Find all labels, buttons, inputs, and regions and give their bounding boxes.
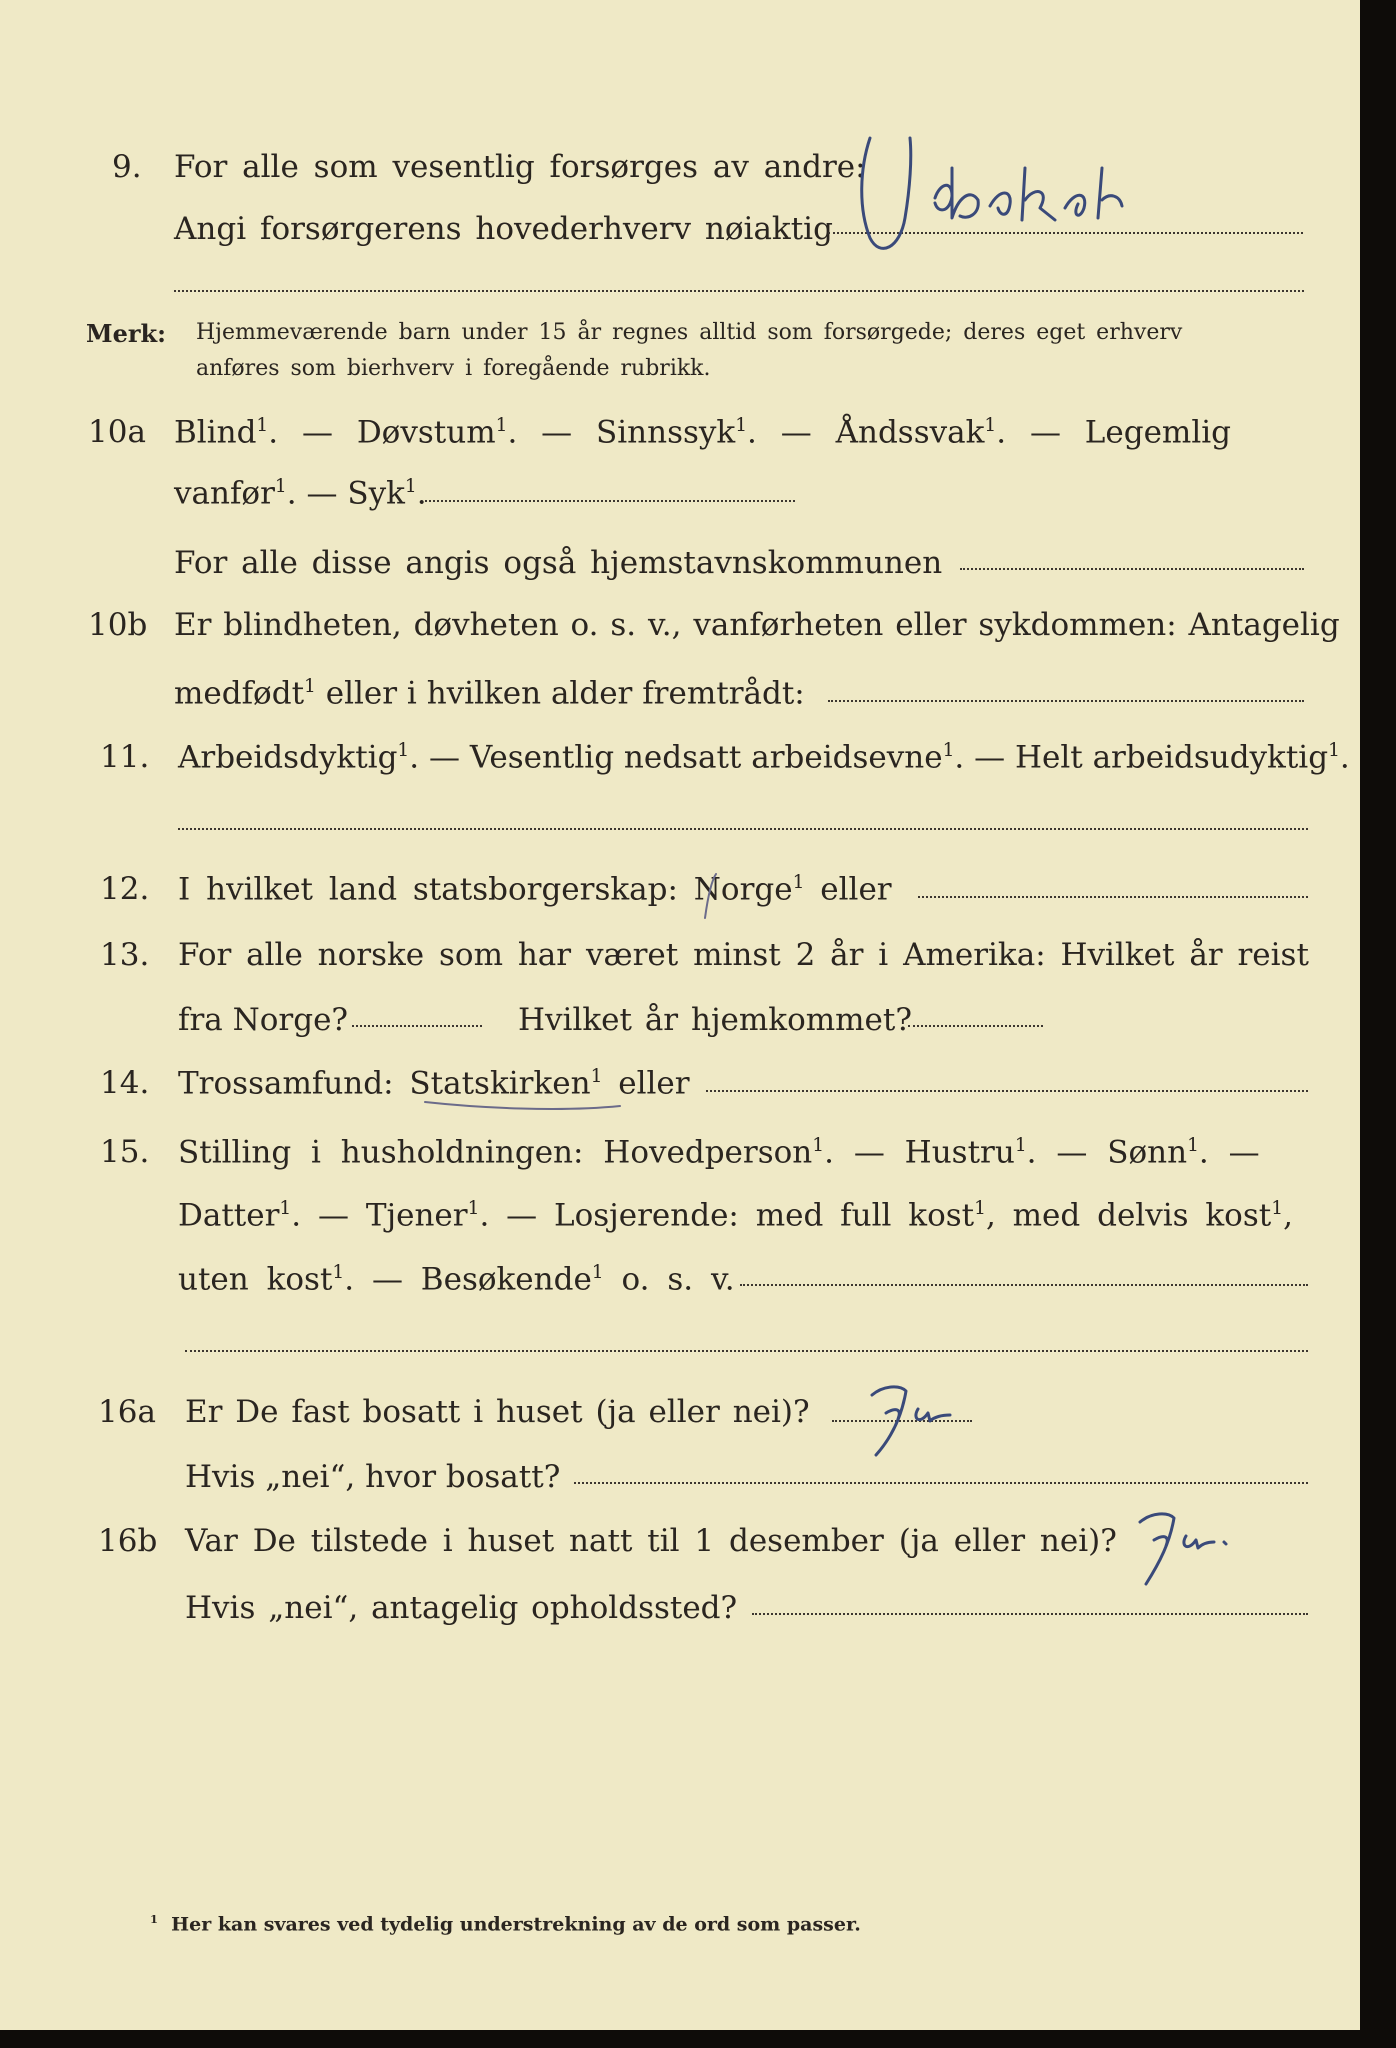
q15-line <box>740 1284 1308 1286</box>
q12-line <box>918 896 1308 898</box>
q9-number: 9. <box>112 149 142 185</box>
merk-label: Merk: <box>86 319 166 348</box>
q13-reist-line <box>352 1025 482 1027</box>
q14-number: 14. <box>100 1065 150 1101</box>
q16b-opholdssted-line <box>752 1613 1308 1615</box>
q10a-number: 10a <box>88 414 146 450</box>
q10a-hjemstavn-line <box>960 568 1304 570</box>
q12-number: 12. <box>100 871 150 907</box>
q10b-number: 10b <box>88 607 148 643</box>
q14-line1: Trossamfund: Statskirken$^1$ eller <box>178 1065 690 1102</box>
q15-number: 15. <box>100 1134 150 1170</box>
q9-line2: Angi forsørgerens hovederhverv nøiaktig <box>174 211 833 247</box>
q13-line2a: fra Norge? <box>178 1002 349 1038</box>
q14-line <box>706 1090 1308 1092</box>
q16a-line1: Er De fast bosatt i huset (ja eller nei)? <box>185 1394 810 1430</box>
q13-line1: For alle norske som har været minst 2 år i Amerika: Hvilket år reist <box>178 937 1309 973</box>
q10b-line2: medfødt$^1$ eller i hvilken alder fremtrådt: <box>174 675 805 712</box>
q16b-line2: Hvis „nei“, antagelig opholdssted? <box>185 1590 738 1626</box>
q15-line3: uten kost$^1$. — Besøkende$^1$ o. s. v. <box>178 1261 735 1298</box>
q16b-number: 16b <box>98 1523 158 1559</box>
q16a-number: 16a <box>98 1394 156 1430</box>
q10b-line1: Er blindheten, døvheten o. s. v., vanførheten eller sykdommen: Antagelig <box>174 607 1340 643</box>
q16a-line2: Hvis „nei“, hvor bosatt? <box>185 1459 561 1495</box>
q16b-handwritten-answer <box>1128 1500 1248 1590</box>
q11-line1: Arbeidsdyktig$^1$. — Vesentlig nedsatt arbeidsevne$^1$. — Helt arbeidsudyktig$^1$. <box>178 739 1350 776</box>
q10b-alder-line <box>828 700 1304 702</box>
q13-hjemkommet-line <box>908 1025 1043 1027</box>
q10a-line1: Blind$^1$. — Døvstum$^1$. — Sinnssyk$^1$. — Åndssvak$^1$. — Legemlig <box>174 414 1232 451</box>
q10a-line2: vanfør$^1$. — Syk$^1$. <box>174 475 427 512</box>
q15-line2: Datter$^1$. — Tjener$^1$. — Losjerende: med full kost$^1$, med delvis kost$^1$, <box>178 1197 1293 1234</box>
footnote: $^1$ Her kan svares ved tydelig understrekning av de ord som passer. <box>150 1912 861 1936</box>
merk-line1: Hjemmeværende barn under 15 år regnes alltid som forsørgede; deres eget erhverv <box>196 320 1183 345</box>
q10a-syk-line <box>425 500 795 502</box>
norge-underline-mark <box>700 866 840 926</box>
q16b-line1: Var De tilstede i huset natt til 1 desember (ja eller nei)? <box>185 1523 1117 1559</box>
q15-blank-line <box>185 1350 1308 1352</box>
q16a-bosatt-line <box>574 1482 1308 1484</box>
q12-line1: I hvilket land statsborgerskap: Norge$^1$ eller <box>178 871 892 908</box>
q11-blank-line <box>178 828 1308 830</box>
q16a-handwritten-answer <box>862 1375 972 1465</box>
q10a-line3: For alle disse angis også hjemstavnskommunen <box>174 545 943 581</box>
q13-number: 13. <box>100 937 150 973</box>
merk-line2: anføres som bierhverv i foregående rubrikk. <box>196 356 711 381</box>
q9-handwritten-answer <box>840 128 1180 268</box>
q9-blank-line <box>174 290 1304 292</box>
q13-line2b: Hvilket år hjemkommet? <box>518 1002 912 1038</box>
q11-number: 11. <box>100 739 150 775</box>
q9-line1: For alle som vesentlig forsørges av andre: <box>174 149 866 185</box>
q15-line1: Stilling i husholdningen: Hovedperson$^1$. — Hustru$^1$. — Sønn$^1$. — <box>178 1134 1260 1171</box>
statskirken-underline-mark <box>420 1090 640 1120</box>
